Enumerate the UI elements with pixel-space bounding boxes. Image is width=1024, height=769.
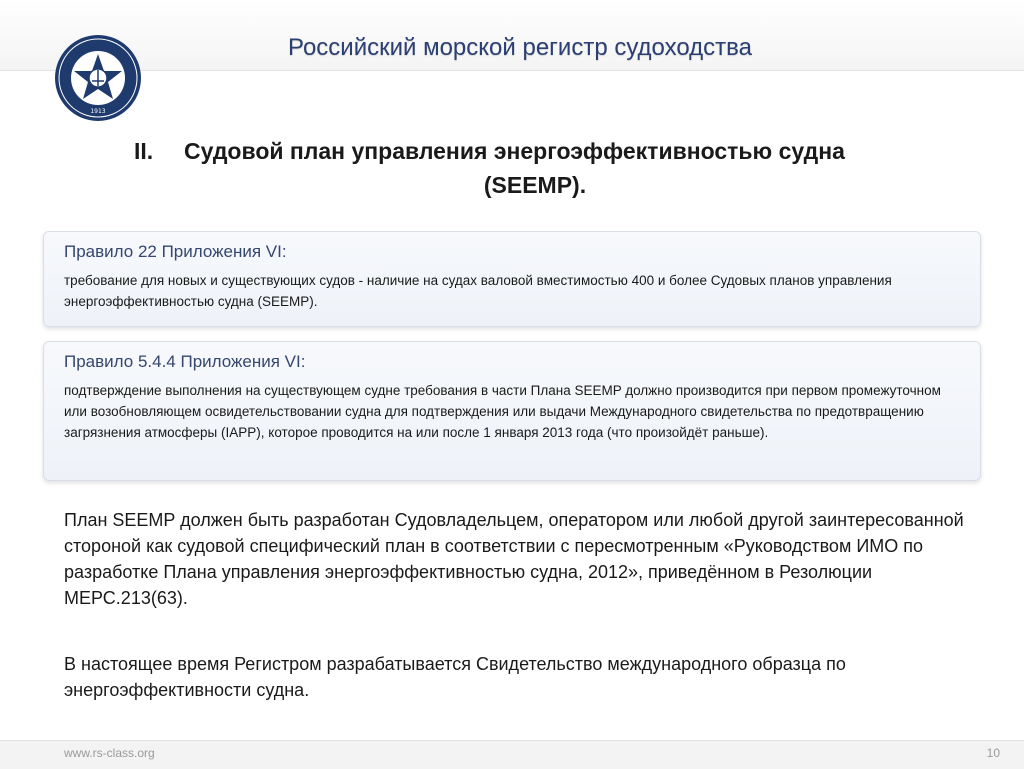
rule-text: подтверждение выполнения на существующем судне требования в части Плана SEEMP должно производится при первом промежуточном или возобновляющем освидетельствовании судна для подтверждения или выдачи Международного свидетельства по предотвращению загрязнения атмосферы (IAPP), которое проводится на или после 1 января 2013 года (что произойдёт раньше). xyxy=(64,383,941,440)
rs-logo xyxy=(54,34,142,122)
rule-text: требование для новых и существующих судов - наличие на судах валовой вместимостью 400 и более Судовых планов управления энергоэффективностью судна (SEEMP). xyxy=(64,273,892,309)
rule-title: Правило 22 Приложения VI: xyxy=(64,242,287,261)
rule-box-5-4-4 xyxy=(43,341,981,481)
certificate-paragraph: В настоящее время Регистром разрабатывается Свидетельство международного образца по энергоэффективности судна. xyxy=(64,654,846,700)
page-number: 10 xyxy=(986,746,1000,760)
logo-year: 1913 xyxy=(90,108,106,115)
rule-title: Правило 5.4.4 Приложения VI: xyxy=(64,352,306,371)
section-number: II. xyxy=(134,138,154,164)
footer-url[interactable]: www.rs-class.org xyxy=(64,746,155,760)
section-title-line2: (SEEMP). xyxy=(483,172,587,198)
seemp-paragraph: План SEEMP должен быть разработан Судовладельцем, оператором или любой другой заинтересованной стороной как судовой специфический план в соответствии с пересмотренным «Руководством ИМО по разработке Плана управления энергоэффективностью судна, 2012», приведённом в Резолюции МЕРС.213(63). xyxy=(64,510,964,608)
section-title-line1: Судовой план управления энергоэффективностью судна xyxy=(184,138,845,164)
rule-box-22 xyxy=(43,231,981,327)
org-title: Российский морской регистр судоходства xyxy=(287,34,752,61)
